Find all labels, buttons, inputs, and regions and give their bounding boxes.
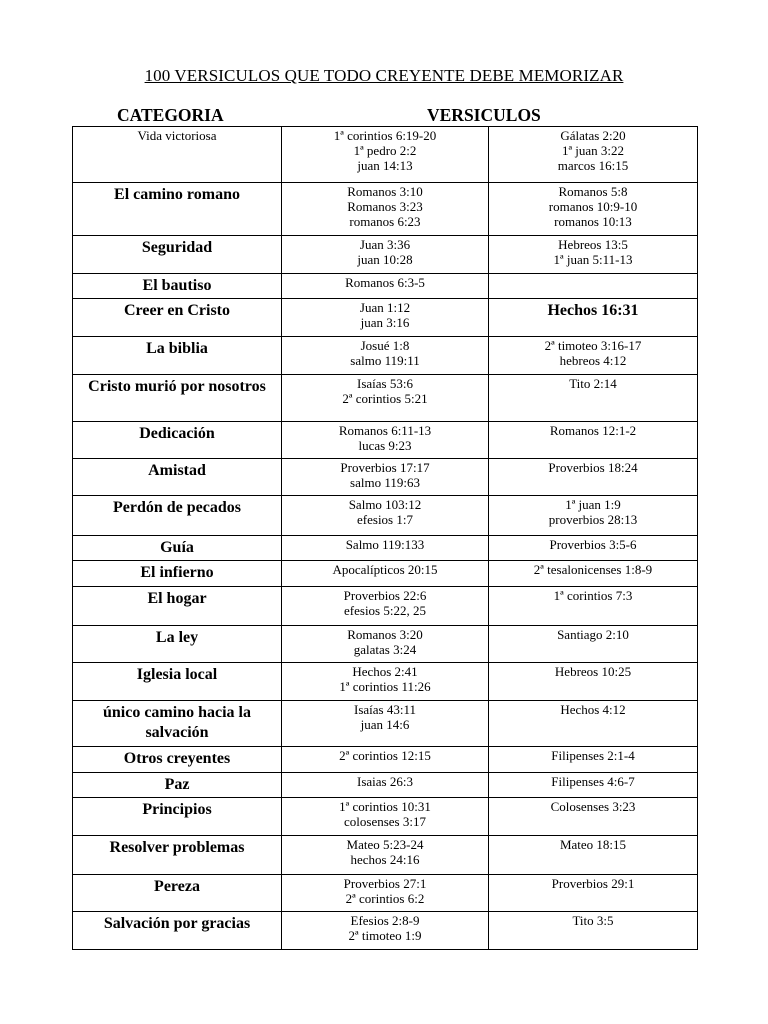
- verse-reference: Isaías 53:6: [357, 376, 413, 391]
- verse-reference: Hebreos 13:5: [558, 237, 628, 252]
- verse-reference: marcos 16:15: [557, 158, 629, 173]
- category-cell: Resolver problemas: [73, 836, 282, 875]
- verses-cell: [489, 536, 698, 561]
- verse-reference: Efesios 2:8-9: [350, 913, 420, 928]
- verse-reference: salmo 119:11: [350, 353, 420, 368]
- table-row: [73, 236, 698, 274]
- verse-reference: Salmo 119:133: [345, 537, 425, 552]
- verses-column-header: VERSICULOS: [427, 105, 541, 125]
- verses-cell: [282, 536, 489, 561]
- category-cell: El camino romano: [73, 183, 282, 236]
- table-row: [73, 127, 698, 183]
- verse-reference: Proverbios 27:1: [343, 876, 427, 891]
- verse-reference: Juan 1:12: [359, 300, 411, 315]
- category-cell: Principios: [73, 798, 282, 836]
- table-row: [73, 875, 698, 912]
- verse-reference: Proverbios 22:6: [343, 588, 427, 603]
- verse-reference: 1ª pedro 2:2: [353, 143, 417, 158]
- verse-reference: Hechos 4:12: [560, 702, 626, 717]
- table-row: [73, 773, 698, 798]
- verses-cell: [282, 127, 489, 183]
- verses-cell: [282, 663, 489, 701]
- verses-cell: [489, 337, 698, 375]
- verses-cell: [489, 183, 698, 236]
- verse-reference: colosenses 3:17: [344, 814, 426, 829]
- verse-reference: Romanos 3:20: [347, 627, 423, 642]
- verses-cell: [282, 701, 489, 747]
- table-row: [73, 274, 698, 299]
- table-row: [73, 496, 698, 536]
- table-row: [73, 701, 698, 747]
- verses-cell: [489, 422, 698, 459]
- verses-cell: [282, 496, 489, 536]
- verse-reference: 1ª corintios 7:3: [553, 588, 633, 603]
- verse-reference: Tito 3:5: [572, 913, 614, 928]
- verse-reference: romanos 10:13: [554, 214, 632, 229]
- verses-cell: [282, 626, 489, 663]
- verse-reference: 1ª juan 5:11-13: [553, 252, 633, 267]
- category-cell: Seguridad: [73, 236, 282, 274]
- category-cell: Dedicación: [73, 422, 282, 459]
- verses-cell: [282, 337, 489, 375]
- verse-reference: hechos 24:16: [350, 852, 420, 867]
- verse-reference: Colosenses 3:23: [550, 799, 636, 814]
- table-row: [73, 375, 698, 422]
- category-cell: Cristo murió por nosotros: [73, 375, 282, 422]
- verse-reference: juan 10:28: [357, 252, 413, 267]
- verse-reference: Mateo 18:15: [559, 837, 627, 852]
- category-cell: Perdón de pecados: [73, 496, 282, 536]
- verse-reference: Hechos 2:41: [352, 664, 418, 679]
- verse-reference: 2ª corintios 6:2: [345, 891, 425, 906]
- verse-reference: 2ª corintios 12:15: [339, 748, 431, 763]
- verse-reference: hebreos 4:12: [559, 353, 627, 368]
- verses-cell: [282, 299, 489, 337]
- table-row: [73, 587, 698, 626]
- verse-reference: juan 14:13: [357, 158, 413, 173]
- verse-reference: juan 3:16: [360, 315, 410, 330]
- category-cell: único camino hacia la salvación: [73, 701, 282, 747]
- verse-reference: 2ª timoteo 1:9: [348, 928, 422, 943]
- verses-cell: [489, 747, 698, 773]
- verse-reference: 2ª corintios 5:21: [342, 391, 428, 406]
- verses-cell: [489, 236, 698, 274]
- category-cell: Vida victoriosa: [73, 127, 282, 183]
- verses-table-body: [73, 127, 698, 950]
- table-row: [73, 422, 698, 459]
- verses-cell: [489, 127, 698, 183]
- verses-cell: [489, 875, 698, 912]
- verse-reference: 2ª timoteo 3:16-17: [544, 338, 642, 353]
- verses-table: [72, 126, 698, 950]
- verse-reference: Romanos 3:23: [347, 199, 423, 214]
- verse-reference: salmo 119:63: [350, 475, 420, 490]
- verses-cell: [282, 561, 489, 587]
- verse-reference: 1ª corintios 10:31: [339, 799, 431, 814]
- verse-reference: efesios 1:7: [357, 512, 413, 527]
- verses-cell: [489, 459, 698, 496]
- verse-reference: juan 14:6: [360, 717, 410, 732]
- verses-cell: [282, 236, 489, 274]
- verses-cell: [489, 701, 698, 747]
- category-cell: Otros creyentes: [73, 747, 282, 773]
- verses-cell: [282, 587, 489, 626]
- category-cell: Creer en Cristo: [73, 299, 282, 337]
- table-row: [73, 663, 698, 701]
- category-cell: Pereza: [73, 875, 282, 912]
- verse-reference: Mateo 5:23-24: [346, 837, 424, 852]
- verse-reference: Josué 1:8: [360, 338, 410, 353]
- verse-reference: Isaias 26:3: [357, 774, 413, 789]
- table-row: [73, 459, 698, 496]
- verse-reference: 2ª tesalonicenses 1:8-9: [533, 562, 653, 577]
- verses-cell: [489, 798, 698, 836]
- verse-reference: romanos 6:23: [349, 214, 421, 229]
- table-row: [73, 626, 698, 663]
- verse-reference: 1ª juan 1:9: [565, 497, 621, 512]
- verse-reference: Juan 3:36: [359, 237, 411, 252]
- verse-reference: Romanos 3:10: [347, 184, 423, 199]
- verse-reference: lucas 9:23: [358, 438, 412, 453]
- verses-cell: [282, 459, 489, 496]
- verse-reference: romanos 10:9-10: [548, 199, 638, 214]
- verses-cell: [489, 587, 698, 626]
- verse-reference: efesios 5:22, 25: [344, 603, 426, 618]
- verse-reference: Filipenses 4:6-7: [551, 774, 635, 789]
- category-cell: Paz: [73, 773, 282, 798]
- category-cell: El hogar: [73, 587, 282, 626]
- category-cell: Guía: [73, 536, 282, 561]
- document-title: 100 VERSICULOS QUE TODO CREYENTE DEBE MEMORIZAR: [144, 66, 624, 85]
- category-cell: Salvación por gracias: [73, 912, 282, 950]
- verses-cell: [489, 912, 698, 950]
- category-cell: Iglesia local: [73, 663, 282, 701]
- verses-cell: [282, 422, 489, 459]
- verses-cell: [282, 836, 489, 875]
- verses-cell: [282, 798, 489, 836]
- verses-cell: [282, 183, 489, 236]
- verse-reference: Romanos 6:11-13: [338, 423, 432, 438]
- verses-cell: [282, 912, 489, 950]
- verse-reference: Isaías 43:11: [354, 702, 416, 717]
- verses-cell: [282, 274, 489, 299]
- category-cell: Amistad: [73, 459, 282, 496]
- verse-reference: 1ª juan 3:22: [561, 143, 625, 158]
- category-cell: El bautiso: [73, 274, 282, 299]
- verse-reference: Tito 2:14: [569, 376, 617, 391]
- table-row: [73, 299, 698, 337]
- verses-cell: [489, 663, 698, 701]
- verse-reference: Romanos 6:3-5: [345, 275, 425, 290]
- table-row: [73, 836, 698, 875]
- verse-reference: 1ª corintios 6:19-20: [333, 128, 437, 143]
- verses-cell: [282, 747, 489, 773]
- table-row: [73, 798, 698, 836]
- table-row: [73, 536, 698, 561]
- verses-cell: [489, 299, 698, 337]
- verse-reference: Proverbios 17:17: [340, 460, 430, 475]
- verse-reference: proverbios 28:13: [548, 512, 638, 527]
- verses-cell: [282, 875, 489, 912]
- verse-reference: Proverbios 29:1: [551, 876, 635, 891]
- verses-cell: [489, 375, 698, 422]
- verses-cell: [489, 496, 698, 536]
- table-row: [73, 183, 698, 236]
- verse-reference: Filipenses 2:1-4: [551, 748, 635, 763]
- verse-reference: Proverbios 3:5-6: [549, 537, 637, 552]
- verse-reference: Romanos 5:8: [558, 184, 628, 199]
- verse-reference: Hebreos 10:25: [554, 664, 632, 679]
- table-row: [73, 561, 698, 587]
- verse-reference: Gálatas 2:20: [560, 128, 626, 143]
- verse-reference: 1ª corintios 11:26: [339, 679, 431, 694]
- table-row: [73, 912, 698, 950]
- verse-reference: Hechos 16:31: [547, 302, 639, 319]
- verse-reference: Proverbios 18:24: [548, 460, 638, 475]
- verse-reference: Salmo 103:12: [348, 497, 422, 512]
- category-cell: La ley: [73, 626, 282, 663]
- verse-reference: Romanos 12:1-2: [549, 423, 637, 438]
- verse-reference: galatas 3:24: [353, 642, 417, 657]
- table-row: [73, 337, 698, 375]
- verse-reference: Apocalípticos 20:15: [332, 562, 438, 577]
- verses-cell: [282, 773, 489, 798]
- table-row: [73, 747, 698, 773]
- verses-cell: [489, 773, 698, 798]
- verses-cell: [489, 561, 698, 587]
- verse-reference: Santiago 2:10: [557, 627, 629, 642]
- category-cell: La biblia: [73, 337, 282, 375]
- category-column-header: CATEGORIA: [117, 105, 224, 125]
- verses-cell: [489, 626, 698, 663]
- verses-cell: [282, 375, 489, 422]
- verses-cell: [489, 274, 698, 299]
- verses-cell: [489, 836, 698, 875]
- category-cell: El infierno: [73, 561, 282, 587]
